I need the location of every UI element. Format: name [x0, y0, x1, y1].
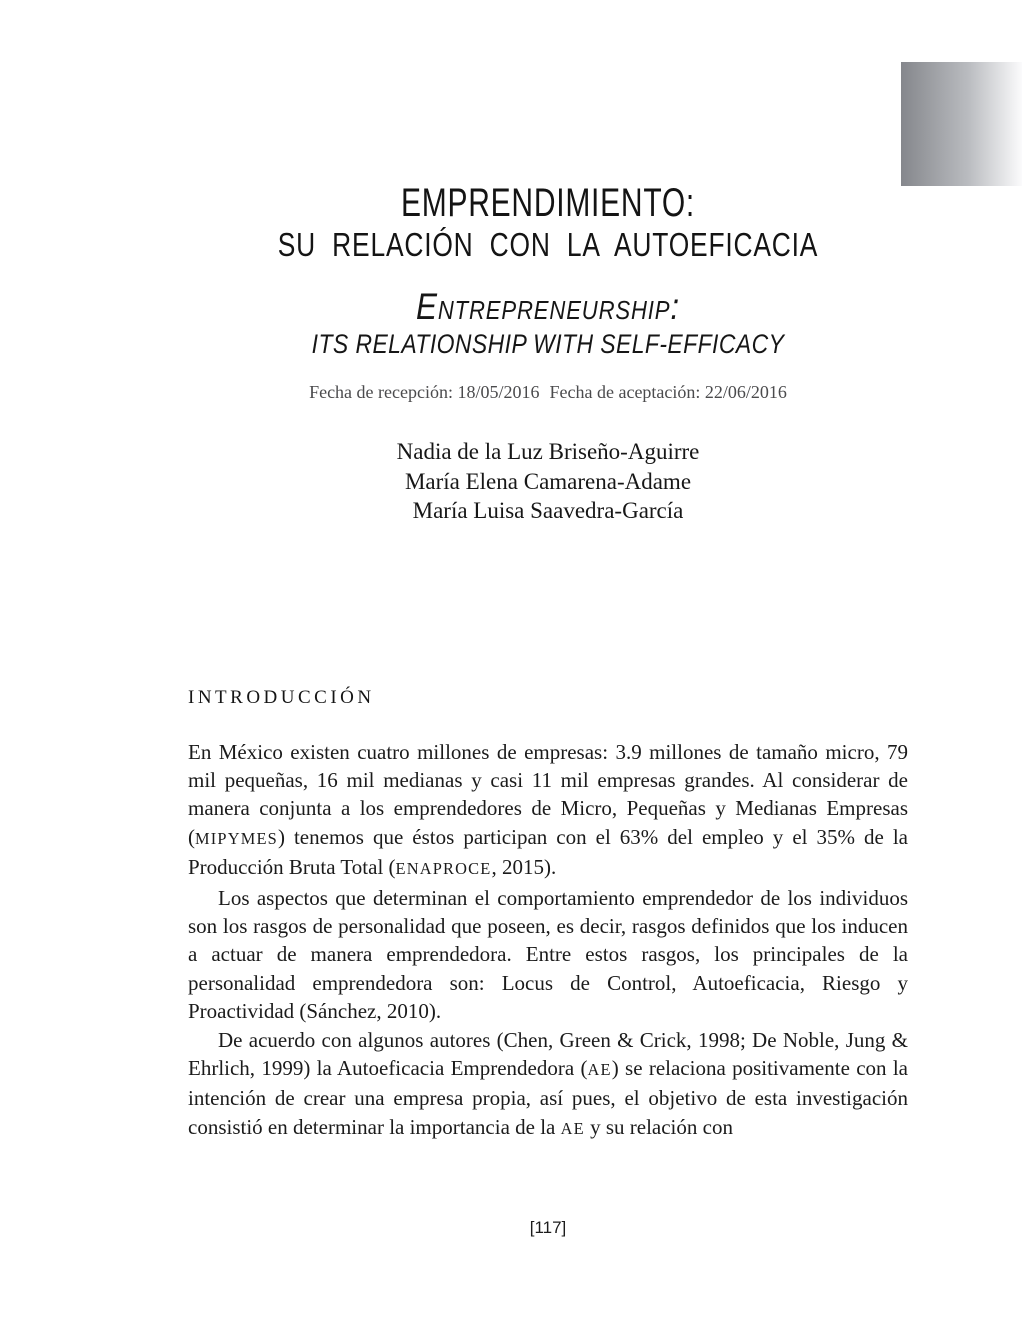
acronym-smallcaps: ENAPROCE	[395, 859, 492, 879]
paragraph-text: Los aspectos que determinan el comportamiento emprendedor de los individuos son los rasgos de personalidad que poseen, es decir, rasgos definidos que los inducen a actuar de manera emprendedora. Entre estos rasgos, los principales de la personalidad emprendedora son: Locus de Control, Autoeficacia, Riesgo y Proactividad (Sánchez, 2010).	[188, 885, 908, 1024]
page-number: [117]	[529, 1218, 567, 1237]
acronym-smallcaps: AE	[587, 1059, 612, 1079]
author-name: Nadia de la Luz Briseño-Aguirre	[396, 439, 700, 464]
acceptance-date: Fecha de aceptación: 22/06/2016	[549, 382, 787, 402]
paragraph	[188, 1026, 908, 1144]
author-name: María Elena Camarena-Adame	[404, 468, 692, 494]
body-paragraphs	[188, 738, 908, 1144]
title-line-1: EMPRENDIMIENTO:	[400, 181, 696, 225]
paragraph-text: y su relación con	[584, 1114, 733, 1139]
paragraph-text: ) tenemos que éstos participan con el 63% del empleo y el 35% de la Producción Bruta Total (	[188, 824, 908, 880]
acronym-smallcaps: AE	[560, 1118, 585, 1138]
paragraph	[188, 884, 908, 1026]
paragraph-text: , 2015).	[491, 855, 557, 880]
section-heading-introduction: INTRODUCCIÓN	[188, 686, 375, 708]
reception-acceptance-dates	[188, 381, 908, 403]
article-title	[188, 181, 908, 265]
corner-gradient-decoration	[901, 62, 1022, 186]
article-subtitle-english	[188, 287, 908, 361]
title-line-2: SU RELACIÓN CON LA AUTOEFICACIA	[277, 226, 819, 263]
subtitle-line-1: Entrepreneurship:	[416, 286, 680, 327]
page-content	[188, 0, 908, 1143]
author-list	[188, 437, 908, 526]
paragraph-text: En México existen cuatro millones de empresas: 3.9 millones de tamaño micro, 79 mil pequeñas, 16 mil medianas y casi 11 mil empresas grandes. Al considerar de manera conjunta a los emprendedores de Micro, Pequeñas y Medianas Empresas (	[188, 739, 908, 849]
paragraph	[188, 738, 908, 884]
subtitle-line-2: ITS RELATIONSHIP WITH SELF-EFFICACY	[311, 329, 785, 359]
reception-date: Fecha de recepción: 18/05/2016	[309, 382, 540, 402]
acronym-smallcaps: MIPYMES	[195, 828, 278, 848]
paragraph-text: De acuerdo con algunos autores (Chen, Green & Crick, 1998; De Noble, Jung & Ehrlich, 1999) la Autoeficacia Emprendedora (	[188, 1027, 908, 1080]
author-name: María Luisa Saavedra-García	[412, 498, 684, 523]
paragraph-text: ) se relaciona positivamente con la intención de crear una empresa propia, así pues, el objetivo de esta investigación consistió en determinar la importancia de la	[188, 1055, 909, 1139]
